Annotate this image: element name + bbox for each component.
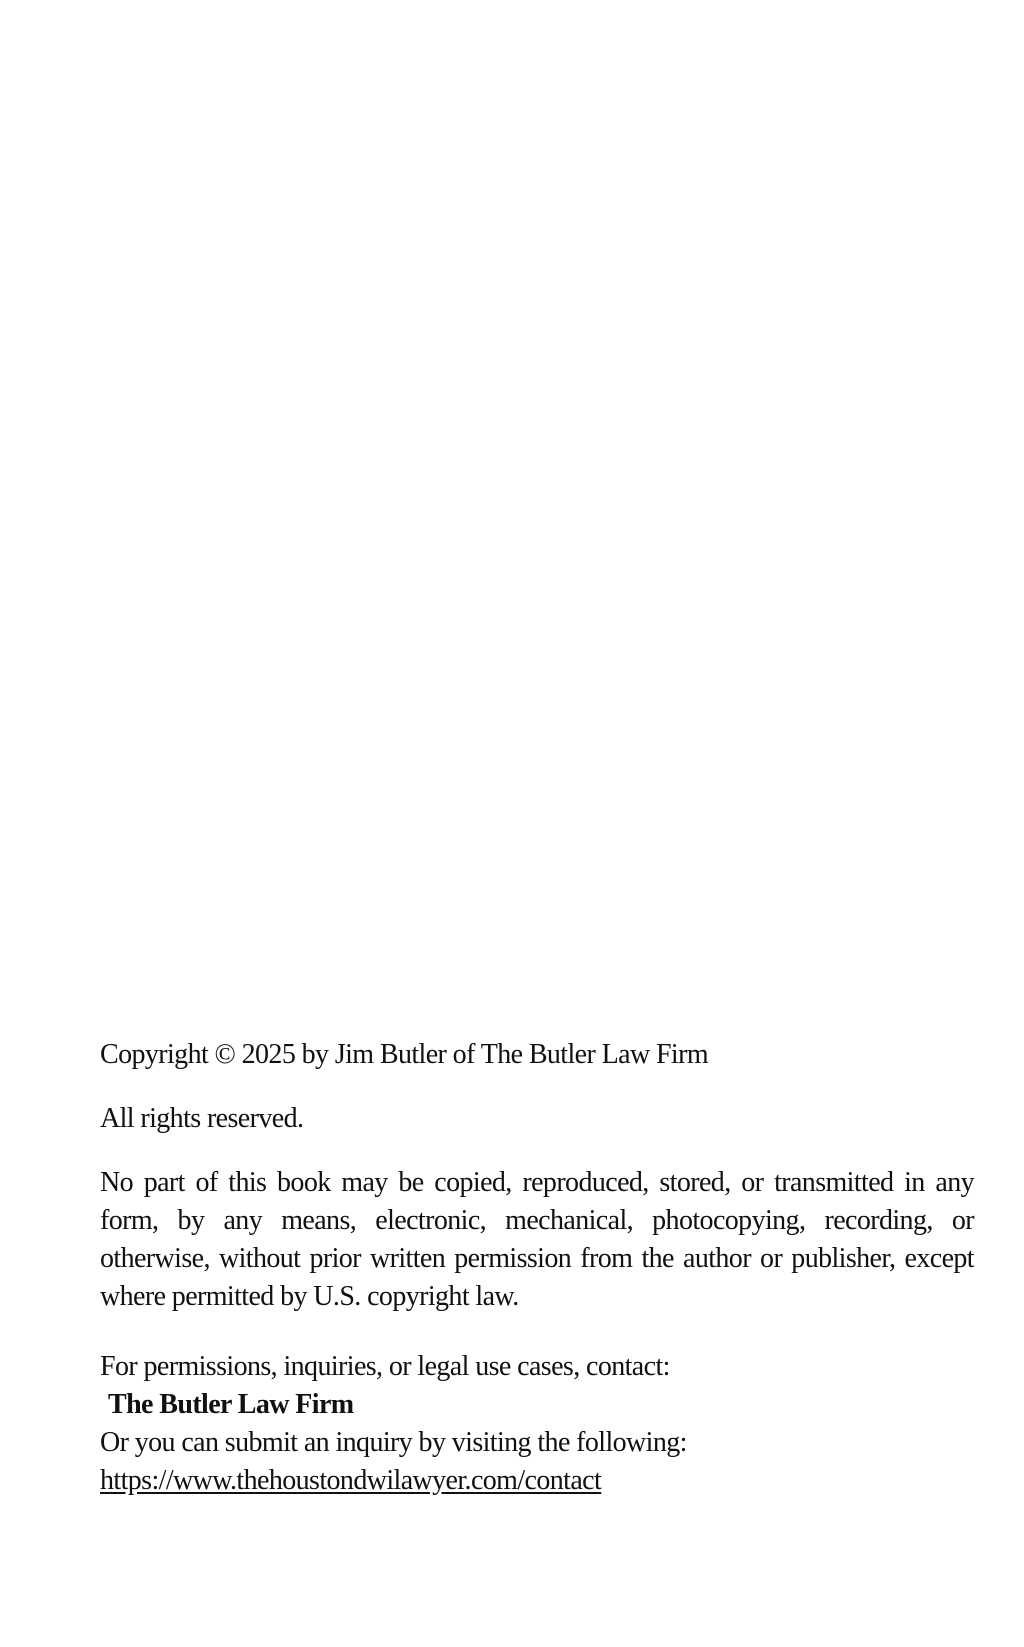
contact-section xyxy=(100,1348,974,1500)
copyright-block xyxy=(100,1036,974,1500)
rights-reserved: All rights reserved. xyxy=(100,1103,304,1134)
contact-intro: For permissions, inquiries, or legal use cases, contact: xyxy=(100,1351,670,1382)
inquiry-instructions: Or you can submit an inquiry by visiting the following: xyxy=(100,1427,687,1458)
copyright-notice: Copyright © 2025 by Jim Butler of The Butler Law Firm xyxy=(100,1039,709,1070)
reproduction-notice: No part of this book may be copied, reproduced, stored, or transmitted in any form, by any means, electronic, mechanical, photocopying, recording, or otherwise, without prior written permission from the author or publisher, except where permitted by U.S. copyright law. xyxy=(100,1167,974,1312)
firm-name: The Butler Law Firm xyxy=(108,1389,354,1420)
contact-url-link[interactable]: https://www.thehoustondwilawyer.com/contact xyxy=(100,1465,602,1496)
